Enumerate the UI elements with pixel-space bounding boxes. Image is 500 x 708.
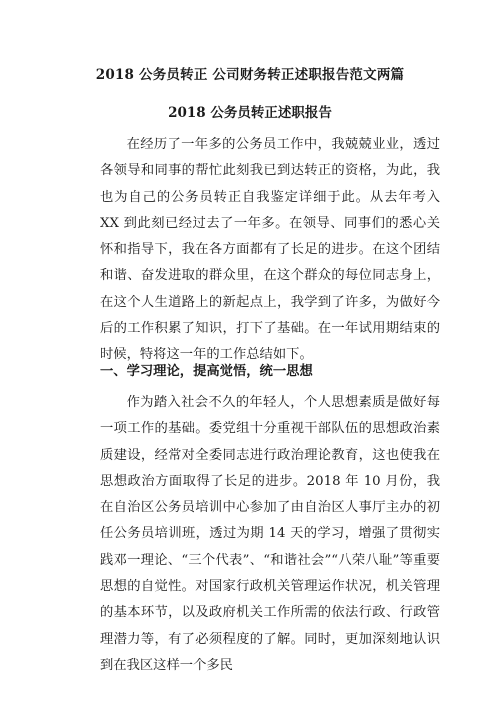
body-paragraph-intro: 在经历了一年多的公务员工作中，我兢兢业业，透过各领导和同事的帮忙此刻我已到达转正的资格，为此，我也为自己的公务员转正自我鉴定详细于此。从去年考入 XX 到此刻已经过去了一年多。在领导、同事们的悉心关怀和指导下，我在各方面都有了长足的进步。在这个团结和谐、奋发进取的群众里，在这个群众的每位同志身上，在这个人生道路上的新起点上，我学到了许多，为做好今后的工作积累了知识，打下了基础。在一年试用期结束的时候，特将这一年的工作总结如下。: [100, 137, 440, 363]
document-subtitle: 2018 公务员转正述职报告: [168, 105, 332, 121]
document-title: 2018 公务员转正 公司财务转正述职报告范文两篇: [95, 67, 405, 83]
section-heading: 一、学习理论，提高觉悟，统一思想: [100, 364, 313, 379]
body-paragraph-study: 作为踏入社会不久的年轻人，个人思想素质是做好每一项工作的基础。委党组十分重视干部队伍的思想政治素质建设，经常对全委同志进行政治理论教育，这也使我在思想政治方面取得了长足的进步。2018 年 10 月份，我在自治区公务员培训中心参加了由自治区人事厅主办的初任公务员培训班，透过为期 14 天的学习，增强了贯彻实践邓一理论、“三个代表”、“和谐社会”“八荣八耻”等重要思想的自觉性。对国家行政机关管理运作状况，机关管理的基本环节，以及政府机关工作所需的依法行政、行政管理潜力等，有了必须程度的了解。同时，更加深刻地认识到在我区这样一个多民: [100, 395, 440, 673]
